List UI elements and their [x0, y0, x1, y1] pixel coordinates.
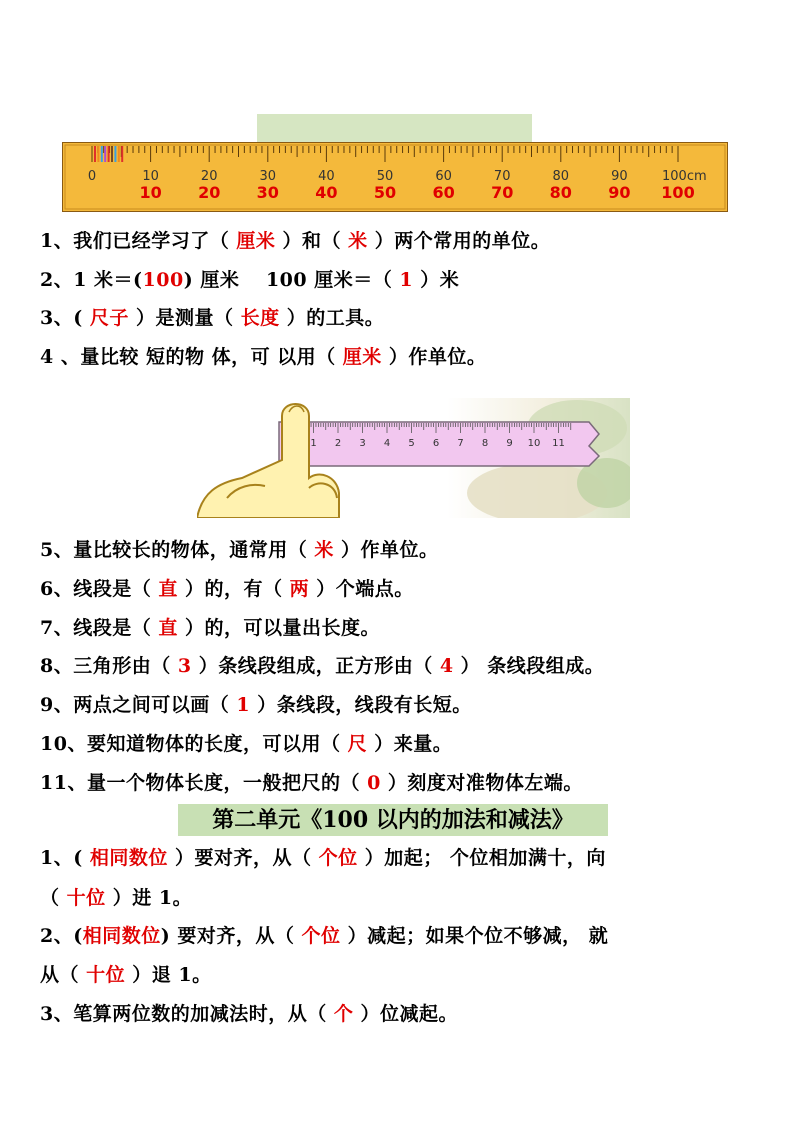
answer-text: 尺子: [89, 307, 129, 329]
question-text: 6、线段是（: [40, 578, 159, 600]
question-a1b: [40, 886, 192, 910]
question-text: ）退 1。: [125, 964, 212, 986]
answer-text: 4: [439, 655, 454, 677]
colored-marker: [104, 146, 106, 162]
ruler-top-label: 50: [376, 169, 394, 184]
answer-text: 0: [367, 772, 381, 794]
meter-ruler-illustration: [62, 142, 728, 212]
ruler-bottom-label: 40: [315, 183, 338, 202]
answer-text: 米: [314, 539, 334, 561]
question-text: ）要对齐，从（: [167, 847, 319, 869]
question-a1a: [40, 846, 606, 870]
question-text: 5、量比较长的物体，通常用（: [40, 539, 315, 561]
question-q6: [40, 577, 414, 601]
question-text: ）的，有（: [177, 578, 290, 600]
question-q8: [40, 654, 604, 678]
question-q11: [40, 771, 583, 795]
question-text: ）来量。: [367, 733, 453, 755]
question-text: ）减起；如果个位不够减， 就: [340, 925, 609, 947]
question-q10: [40, 732, 452, 756]
question-text: ）进 1。: [105, 887, 193, 909]
answer-text: 厘米: [236, 230, 276, 252]
answer-text: 个位: [301, 925, 341, 947]
ruler-bottom-label: 50: [373, 183, 397, 202]
small-ruler-label: 6: [432, 438, 440, 449]
answer-text: 十位: [66, 887, 106, 909]
answer-text: 直: [158, 578, 178, 600]
hand-measuring-illustration: [197, 398, 630, 518]
question-text: ） 条线段组成。: [453, 655, 605, 677]
question-text: ）的工具。: [279, 307, 385, 329]
colored-marker: [114, 146, 116, 162]
ruler-top-label: 60: [435, 169, 452, 184]
question-text: ）个端点。: [309, 578, 414, 600]
ruler-top-label: 70: [493, 169, 511, 184]
question-a2a: [40, 924, 608, 948]
question-text: ）两个常用的单位。: [367, 230, 551, 252]
question-q1: [40, 229, 550, 253]
question-text: 8、三角形由（: [40, 655, 178, 677]
question-text: 3、(: [40, 307, 90, 329]
question-text: ）和（: [275, 230, 349, 252]
question-text: 3、笔算两位数的加减法时，从（: [40, 1003, 334, 1025]
colored-marker: [94, 146, 96, 162]
question-a2b: [40, 963, 212, 987]
colored-marker: [121, 146, 123, 162]
question-q2: [40, 268, 459, 292]
question-text: 1、我们已经学习了（: [40, 230, 237, 252]
question-text: ) 要对齐，从（: [160, 925, 302, 947]
answer-text: 1: [399, 269, 414, 291]
question-text: 2、1 米＝(: [40, 269, 143, 291]
ruler-bottom-label: 10: [139, 183, 162, 202]
ruler-unit-label: 100cm: [662, 169, 707, 184]
question-a3: [40, 1002, 458, 1026]
question-text: ）加起； 个位相加满十，向: [357, 847, 606, 869]
question-text: 9、两点之间可以画（: [40, 694, 237, 716]
question-text: ）条线段组成，正方形由（: [191, 655, 440, 677]
ruler-bottom-label: 70: [491, 183, 514, 202]
answer-text: 100: [142, 269, 184, 291]
unit-title: 第二单元《100 以内的加法和减法》: [178, 804, 608, 836]
colored-marker: [101, 146, 103, 162]
answer-text: 长度: [240, 307, 280, 329]
answer-text: 厘米: [342, 346, 382, 368]
ruler-top-label: 90: [611, 169, 628, 184]
question-text: （: [40, 887, 67, 909]
ruler-bottom-label: 20: [198, 183, 221, 202]
question-text: ）条线段，线段有长短。: [250, 694, 472, 716]
answer-text: 相同数位: [82, 925, 161, 947]
ruler-bottom-label: 90: [608, 183, 631, 202]
answer-text: 相同数位: [89, 847, 168, 869]
small-ruler-label: 5: [408, 438, 415, 449]
small-ruler-label: 2: [334, 438, 342, 449]
question-q4: [40, 345, 486, 369]
ruler-bottom-label: 30: [256, 183, 279, 202]
answer-text: 个位: [318, 847, 358, 869]
answer-text: 米: [348, 230, 368, 252]
question-q9: [40, 693, 472, 717]
colored-marker: [118, 146, 120, 162]
small-ruler-label: 11: [552, 438, 565, 449]
header-green-bar: [257, 114, 532, 142]
question-q5: [40, 538, 438, 562]
colored-marker: [108, 146, 110, 162]
answer-text: 直: [158, 617, 178, 639]
answer-text: 3: [177, 655, 192, 677]
small-ruler-label: 1: [310, 438, 317, 449]
colored-marker: [111, 146, 113, 162]
question-text: ）是测量（: [128, 307, 241, 329]
question-text: ）刻度对准物体左端。: [380, 772, 583, 794]
question-text: 7、线段是（: [40, 617, 159, 639]
question-text: 11、量一个物体长度，一般把尺的（: [40, 772, 368, 794]
question-text: 2、(: [40, 925, 83, 947]
ruler-bottom-label: 80: [549, 183, 572, 202]
ruler-top-label: 80: [552, 169, 570, 184]
small-ruler-label: 8: [481, 438, 489, 449]
question-text: 1、(: [40, 847, 90, 869]
question-q7: [40, 616, 380, 640]
answer-text: 十位: [86, 964, 126, 986]
answer-text: 两: [289, 578, 310, 600]
question-text: 从（: [40, 964, 87, 986]
question-text: ) 厘米 100 厘米＝（: [183, 269, 400, 291]
small-ruler-label: 7: [457, 438, 464, 449]
question-text: ）位减起。: [353, 1003, 458, 1025]
ruler-top-label: 20: [200, 169, 218, 184]
answer-text: 尺: [347, 733, 368, 755]
ruler-bottom-label: 60: [432, 183, 455, 202]
hand-ruler-picture: [197, 398, 630, 518]
small-ruler-label: 9: [506, 438, 513, 449]
ruler-bottom-label: 100: [661, 183, 695, 202]
ruler-top-label: 30: [259, 169, 277, 184]
question-text: 10、要知道物体的长度，可以用（: [40, 733, 348, 755]
answer-text: 个: [333, 1003, 354, 1025]
meter-ruler: [62, 142, 728, 212]
question-text: ）作单位。: [333, 539, 439, 561]
colored-marker: [97, 146, 99, 162]
ruler-top-label: 10: [142, 169, 159, 184]
question-q3: [40, 306, 384, 330]
answer-text: 1: [236, 694, 251, 716]
question-text: ）作单位。: [381, 346, 487, 368]
small-ruler-label: 3: [359, 438, 366, 449]
question-text: ）米: [413, 269, 460, 291]
question-text: ）的，可以量出长度。: [177, 617, 380, 639]
ruler-top-label: 0: [87, 169, 97, 184]
ruler-top-label: 40: [318, 169, 335, 184]
small-ruler-label: 4: [383, 438, 391, 449]
small-ruler-label: 10: [527, 438, 541, 449]
question-text: 4 、量比较 短的物 体，可 以用（: [40, 346, 343, 368]
